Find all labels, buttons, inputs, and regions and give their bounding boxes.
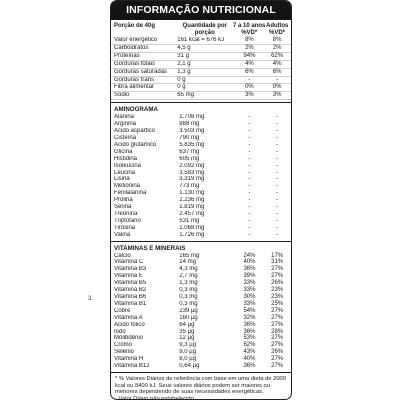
- table-row: [111, 363, 291, 370]
- row-kids-vd: 40%: [243, 259, 256, 266]
- table-row: [111, 53, 291, 61]
- row-label: Arginina: [114, 121, 137, 128]
- row-adults-vd: 27%: [271, 356, 284, 363]
- row-label: Molibdênio: [114, 335, 144, 342]
- footnote-not-established: - Valor Diário não estabelecido.: [115, 395, 196, 400]
- row-adults-vd: 8%: [272, 37, 282, 43]
- row-label: Gorduras saturadas: [114, 68, 168, 75]
- row-adults-vd: -: [276, 141, 279, 148]
- table-row: [111, 37, 291, 45]
- table-row: [111, 45, 291, 53]
- row-adults-vd: 62%: [271, 52, 284, 59]
- table-row: [111, 315, 291, 322]
- row-label: Serina: [114, 204, 132, 211]
- row-quantity: 888 mg: [179, 121, 200, 128]
- row-kids-vd: 36%: [243, 266, 256, 273]
- row-quantity: 0,3 mg: [179, 294, 198, 300]
- table-row: [111, 225, 291, 232]
- row-kids-vd: 40%: [243, 356, 256, 363]
- vitamins-title: VITAMINAS E MINERAIS: [111, 241, 291, 253]
- row-adults-vd: -: [276, 162, 279, 169]
- row-kids-vd: 6%: [245, 68, 254, 75]
- aminogram-table: [111, 114, 291, 238]
- row-quantity: 0,3 mg: [179, 287, 198, 294]
- row-label: Vitamina B1: [114, 300, 147, 307]
- row-quantity: 1.708 mg: [179, 114, 205, 121]
- table-row: [111, 349, 291, 356]
- row-label: Selênio: [114, 349, 135, 356]
- row-kids-vd: 43%: [243, 349, 256, 356]
- row-kids-vd: -: [248, 231, 251, 238]
- row-label: Vitamina H: [114, 356, 144, 363]
- table-row: [111, 266, 291, 273]
- row-adults-vd: -: [276, 183, 279, 190]
- row-quantity: 1.068 mg: [179, 224, 205, 231]
- portion-header: Porção de 40g: [114, 23, 156, 29]
- table-row: [111, 253, 291, 260]
- row-kids-vd: 30%: [243, 294, 256, 300]
- row-kids-vd: 4%: [245, 60, 254, 67]
- vitamins-table: [111, 253, 291, 370]
- row-kids-vd: 94%: [243, 52, 256, 59]
- row-quantity: 12 µg: [179, 335, 195, 342]
- row-label: Cobre: [114, 307, 131, 314]
- row-adults-vd: 6%: [272, 68, 282, 75]
- row-label: Gorduras totais: [114, 60, 156, 67]
- row-label: Cisteína: [114, 134, 137, 141]
- row-kids-vd: -: [248, 169, 251, 176]
- table-row: [111, 308, 291, 315]
- table-row: [111, 232, 291, 239]
- row-quantity: 4,5 g: [177, 44, 191, 51]
- table-row: [111, 322, 291, 329]
- row-quantity: 2.236 mg: [179, 197, 205, 204]
- row-label: Vitamina C: [114, 259, 144, 266]
- table-row: [111, 356, 291, 363]
- panel-title: INFORMAÇÃO NUTRICIONAL: [111, 1, 291, 20]
- row-adults-vd: 23%: [271, 287, 284, 294]
- row-adults-vd: 28%: [271, 328, 284, 335]
- row-adults-vd: 27%: [271, 314, 284, 321]
- table-row: [111, 163, 291, 170]
- row-adults-vd: 27%: [271, 335, 284, 342]
- row-quantity: 790 mg: [179, 134, 200, 141]
- table-row: [111, 170, 291, 177]
- row-label: Ácido aspártico: [114, 128, 156, 135]
- row-adults-vd: 17%: [271, 252, 284, 259]
- row-label: Fenilalanina: [114, 190, 147, 197]
- row-quantity: 1,3 g: [177, 68, 191, 75]
- row-label: Carboidratos: [114, 44, 149, 51]
- row-adults-vd: 2%: [272, 44, 282, 51]
- row-quantity: 9,3 µg: [179, 342, 197, 349]
- row-kids-vd: -: [248, 128, 251, 135]
- row-kids-vd: -: [248, 141, 251, 148]
- row-kids-vd: -: [248, 204, 251, 211]
- row-label: Iodo: [114, 328, 126, 335]
- row-label: Lisina: [114, 176, 130, 183]
- table-row: [111, 121, 291, 128]
- side-marker: 3.: [88, 296, 94, 302]
- row-kids-vd: 53%: [243, 335, 256, 342]
- row-quantity: 773 mg: [179, 183, 200, 190]
- row-label: Sódio: [114, 92, 130, 99]
- row-adults-vd: -: [276, 121, 279, 128]
- row-quantity: 64 µg: [179, 321, 195, 328]
- row-label: Cromo: [114, 342, 133, 349]
- row-label: Tirosina: [114, 224, 136, 231]
- row-quantity: 1.130 mg: [179, 190, 205, 197]
- row-kids-vd: -: [248, 148, 251, 155]
- row-quantity: 0,64 µg: [179, 363, 200, 370]
- row-quantity: 165 mg: [179, 252, 200, 259]
- table-row: [111, 77, 291, 85]
- row-label: Vitamina B6: [114, 294, 147, 300]
- row-label: Vitamina A: [114, 314, 143, 321]
- row-quantity: 160 µg: [179, 314, 198, 321]
- table-row: [111, 301, 291, 308]
- row-adults-vd: 27%: [271, 363, 284, 370]
- row-label: Vitamina E: [114, 273, 143, 280]
- row-kids-vd: 33%: [243, 300, 256, 307]
- row-quantity: 637 mg: [179, 148, 200, 155]
- row-quantity: 0,3 mg: [179, 300, 198, 307]
- table-row: [111, 142, 291, 149]
- row-adults-vd: -: [276, 155, 279, 162]
- row-adults-vd: 27%: [271, 321, 284, 328]
- row-adults-vd: -: [276, 197, 279, 204]
- row-kids-vd: -: [248, 217, 251, 224]
- row-adults-vd: 26%: [271, 280, 284, 287]
- row-kids-vd: -: [248, 134, 251, 141]
- row-adults-vd: -: [276, 231, 279, 238]
- row-label: Ácido glutâmico: [114, 141, 157, 148]
- row-label: Leucina: [114, 169, 136, 176]
- row-label: Ácido fólico: [114, 321, 145, 328]
- row-kids-vd: -: [248, 176, 251, 183]
- column-headers: [111, 20, 291, 37]
- row-adults-vd: -: [276, 190, 279, 197]
- nutrition-facts-panel: [110, 0, 292, 400]
- row-kids-vd: 8%: [245, 37, 254, 43]
- row-adults-vd: 26%: [271, 349, 284, 356]
- row-label: Vitamina B2: [114, 287, 147, 294]
- row-kids-vd: 2%: [245, 44, 254, 51]
- row-kids-vd: -: [248, 190, 251, 197]
- row-kids-vd: 0%: [245, 84, 254, 91]
- row-kids-vd: 54%: [243, 307, 256, 314]
- table-row: [111, 218, 291, 225]
- row-quantity: 3.503 mg: [179, 128, 205, 135]
- table-row: [111, 69, 291, 77]
- row-label: Isoleucina: [114, 162, 142, 169]
- row-kids-vd: -: [248, 183, 251, 190]
- table-row: [111, 287, 291, 294]
- row-adults-vd: -: [276, 204, 279, 211]
- table-row: [111, 61, 291, 69]
- table-row: [111, 114, 291, 121]
- row-adults-vd: -: [276, 76, 279, 83]
- row-adults-vd: -: [276, 114, 279, 121]
- row-quantity: 2,7 mg: [179, 273, 198, 280]
- row-label: Vitamina B5: [114, 280, 147, 287]
- row-adults-vd: 27%: [271, 266, 284, 273]
- row-label: Proteínas: [114, 52, 140, 59]
- row-kids-vd: 33%: [243, 280, 256, 287]
- row-quantity: 9,0 µg: [179, 349, 197, 356]
- row-adults-vd: -: [276, 210, 279, 217]
- row-label: Histidina: [114, 155, 138, 162]
- table-row: [111, 190, 291, 197]
- table-row: [111, 259, 291, 266]
- table-row: [111, 280, 291, 287]
- row-label: Valor energético: [114, 37, 158, 43]
- row-adults-vd: 25%: [271, 300, 284, 307]
- row-quantity: 65 mg: [177, 92, 194, 99]
- row-adults-vd: -: [276, 148, 279, 155]
- table-row: [111, 92, 291, 100]
- row-kids-vd: -: [248, 121, 251, 128]
- row-adults-vd: -: [276, 169, 279, 176]
- table-row: [111, 128, 291, 135]
- nutrition-table: [111, 37, 291, 100]
- row-quantity: 531 mg: [179, 217, 200, 224]
- row-adults-vd: -: [276, 176, 279, 183]
- row-kids-vd: 36%: [243, 363, 256, 370]
- row-quantity: 3.319 mg: [179, 176, 205, 183]
- row-quantity: 239 µg: [179, 307, 198, 314]
- table-row: [111, 149, 291, 156]
- row-kids-vd: 62%: [243, 342, 256, 349]
- row-kids-vd: -: [248, 197, 251, 204]
- row-adults-vd: 4%: [272, 60, 282, 67]
- row-quantity: 2.092 mg: [179, 162, 205, 169]
- kids-header: 7 a 10 anos %VD*: [233, 23, 266, 36]
- row-adults-vd: 27%: [271, 342, 284, 349]
- row-adults-vd: -: [276, 224, 279, 231]
- row-adults-vd: 3%: [272, 92, 282, 99]
- row-adults-vd: 27%: [271, 307, 284, 314]
- aminogram-title: AMINOGRAMA: [111, 102, 291, 114]
- row-kids-vd: -: [248, 162, 251, 169]
- row-label: Vitamina B3: [114, 266, 147, 273]
- row-adults-vd: -: [276, 128, 279, 135]
- table-row: [111, 294, 291, 301]
- row-label: Cálcio: [114, 252, 131, 259]
- row-quantity: 161 kcal = 676 kJ: [177, 37, 225, 43]
- row-label: Vitamina B12: [114, 363, 150, 370]
- row-adults-vd: 23%: [271, 294, 284, 300]
- row-quantity: 0 g: [177, 76, 186, 83]
- footnote: [111, 372, 291, 400]
- table-row: [111, 135, 291, 142]
- row-kids-vd: 33%: [243, 287, 256, 294]
- row-quantity: 2,1 g: [177, 60, 191, 67]
- row-label: Metionina: [114, 183, 141, 190]
- row-quantity: 5.835 mg: [179, 141, 205, 148]
- row-label: Treonina: [114, 210, 138, 217]
- row-adults-vd: -: [276, 134, 279, 141]
- row-quantity: 1.819 mg: [179, 204, 205, 211]
- row-adults-vd: 27%: [271, 273, 284, 280]
- table-row: [111, 183, 291, 190]
- table-row: [111, 156, 291, 163]
- aminogram-section: [111, 102, 291, 238]
- row-adults-vd: 31%: [271, 259, 284, 266]
- table-row: [111, 204, 291, 211]
- row-quantity: 0 g: [177, 84, 186, 91]
- adults-header: Adultos %VD*: [266, 23, 289, 36]
- row-label: Glicina: [114, 148, 133, 155]
- row-quantity: 3.583 mg: [179, 169, 205, 176]
- row-quantity: 605 mg: [179, 155, 200, 162]
- row-quantity: 8,0 µg: [179, 356, 197, 363]
- row-quantity: 1.726 mg: [179, 231, 205, 238]
- row-adults-vd: 0%: [272, 84, 282, 91]
- table-row: [111, 84, 291, 92]
- row-adults-vd: -: [276, 217, 279, 224]
- row-kids-vd: 36%: [243, 321, 256, 328]
- vitamins-section: [111, 241, 291, 370]
- row-quantity: 14 mg: [179, 259, 196, 266]
- row-quantity: 2.457 mg: [179, 210, 205, 217]
- table-row: [111, 273, 291, 280]
- row-quantity: 4,3 mg: [179, 266, 198, 273]
- row-quantity: 35 µg: [179, 328, 195, 335]
- row-label: Prolina: [114, 197, 133, 204]
- row-label: Fibra alimentar: [114, 84, 155, 91]
- table-row: [111, 342, 291, 349]
- table-row: [111, 176, 291, 183]
- row-kids-vd: -: [248, 76, 251, 83]
- row-kids-vd: 3%: [245, 92, 254, 99]
- row-kids-vd: -: [248, 155, 251, 162]
- table-row: [111, 329, 291, 336]
- row-label: Triptofano: [114, 217, 141, 224]
- row-kids-vd: -: [248, 224, 251, 231]
- table-row: [111, 211, 291, 218]
- row-label: Valina: [114, 231, 131, 238]
- row-kids-vd: 39%: [243, 273, 256, 280]
- row-kids-vd: 24%: [243, 252, 256, 259]
- row-kids-vd: 36%: [243, 328, 256, 335]
- row-kids-vd: -: [248, 114, 251, 121]
- footnote-reference: * % Valores Diários de referência com base em uma dieta de 2000 kcal ou 8400 kJ. Seus valores diários podem ser maiores ou menores dependendo de suas necessidades energéticas.: [115, 375, 286, 396]
- row-kids-vd: -: [248, 210, 251, 217]
- row-quantity: 1,3 mg: [179, 280, 198, 287]
- row-quantity: 31 g: [177, 52, 189, 59]
- table-row: [111, 335, 291, 342]
- row-kids-vd: 32%: [243, 314, 256, 321]
- row-label: Alanina: [114, 114, 135, 121]
- table-row: [111, 197, 291, 204]
- row-label: Gorduras trans: [114, 76, 155, 83]
- qty-header: Quantidade por porção: [182, 23, 227, 36]
